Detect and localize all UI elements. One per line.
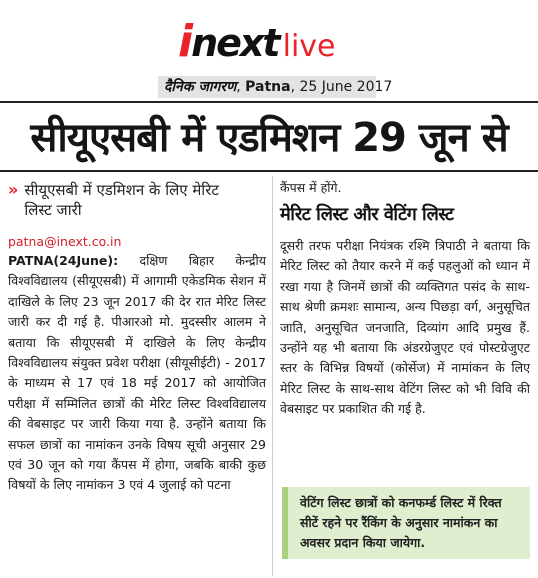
top-rule xyxy=(0,101,538,103)
lead-text: दक्षिण बिहार केन्द्रीय विश्वविद्यालय (सीयूएसबी) में आगामी एकेडमिक सेशन में दाखिले के लिए 23 जून 2017 की देर रात मेरिट लिस्ट जारी कर दी गई है. पीआरओ मो. मुदस्सीर आलम ने बताया कि सीयूएसबी में दाखिले के लिए केन्द्रीय विश्वविद्यालय संयुक्त प्रवेश परीक्षा (सीयूसीईटी) - 2017 के माध्यम से 17 एवं 18 मई 2017 को आयोजित परीक्षा में सम्मिलित छात्रों की मेरिट लिस्ट विश्वविद्यालय की वेबसाइट पर जारी किया गया है. उन्होंने बताया कि सफल छात्रों का नामांकन उनके विषय सूची अनुसार 29 एवं 30 जून को गया कैंपस में होगा, जबकि बाकी कुछ विषयों के लिए नामांकन 3 एवं 4 जुलाई को पटना xyxy=(8,253,266,493)
paper-name: दैनिक जागरण xyxy=(164,79,237,95)
right-column xyxy=(280,178,530,420)
dateline: PATNA(24June): xyxy=(8,253,119,268)
kicker xyxy=(8,180,266,220)
logo-live: live xyxy=(282,29,336,64)
kicker-text: सीयूएसबी में एडमिशन के लिए मेरिट लिस्ट जारी xyxy=(24,181,219,219)
callout-accent-bar xyxy=(282,487,288,559)
city-name: Patna xyxy=(245,79,291,95)
headline-rule xyxy=(0,170,538,172)
subhead: मेरिट लिस्ट और वेटिंग लिस्ट xyxy=(280,204,454,225)
logo-next: next xyxy=(191,21,279,65)
double-chevron-icon: » xyxy=(8,180,19,199)
lead-paragraph xyxy=(8,251,266,496)
callout-text: वेटिंग लिस्ट छात्रों को कनफर्म्ड लिस्ट में रिक्त सीटें रहने पर रैंकिंग के अनुसार नामांकन का अवसर प्रदान किया जायेगा. xyxy=(300,495,502,550)
headline: सीयूएसबी में एडमिशन 29 जून से xyxy=(30,115,508,161)
source-tag: दैनिक जागरण, Patna, 25 June 2017 xyxy=(158,76,376,98)
publication-date: 25 June 2017 xyxy=(299,79,393,95)
callout-box xyxy=(282,487,530,559)
inext-live-logo xyxy=(178,16,368,68)
left-column xyxy=(8,178,266,496)
email-byline: patna@inext.co.in xyxy=(8,234,122,249)
continuation-text: कैंपस में होंगे. xyxy=(280,180,342,195)
logo-i: i xyxy=(178,16,192,67)
masthead xyxy=(0,0,538,102)
column-divider xyxy=(272,176,273,576)
second-paragraph: दूसरी तरफ परीक्षा नियंत्रक रश्मि त्रिपाठी ने बताया कि मेरिट लिस्ट को तैयार करने में कई पहलुओं को ध्यान में रखा गया है जिनमें छात्रों की व्यक्तिगत पसंद के साथ-साथ श्रेणी क्रमशः सामान्य, अन्य पिछड़ा वर्ग, अनुसूचित जाति, अनुसूचित जनजाति, दिव्यांग आदि प्रमुख हैं. उन्होंने यह भी बताया कि अंडरग्रेजुएट एवं पोस्टग्रेजुएट स्तर के विभिन्न विषयों (कोर्सेज) में नामांकन के लिए मेरिट लिस्ट के साथ-साथ वेटिंग लिस्ट को भी विवि की वेबसाइट पर प्रकाशित की गई है. xyxy=(280,238,530,417)
